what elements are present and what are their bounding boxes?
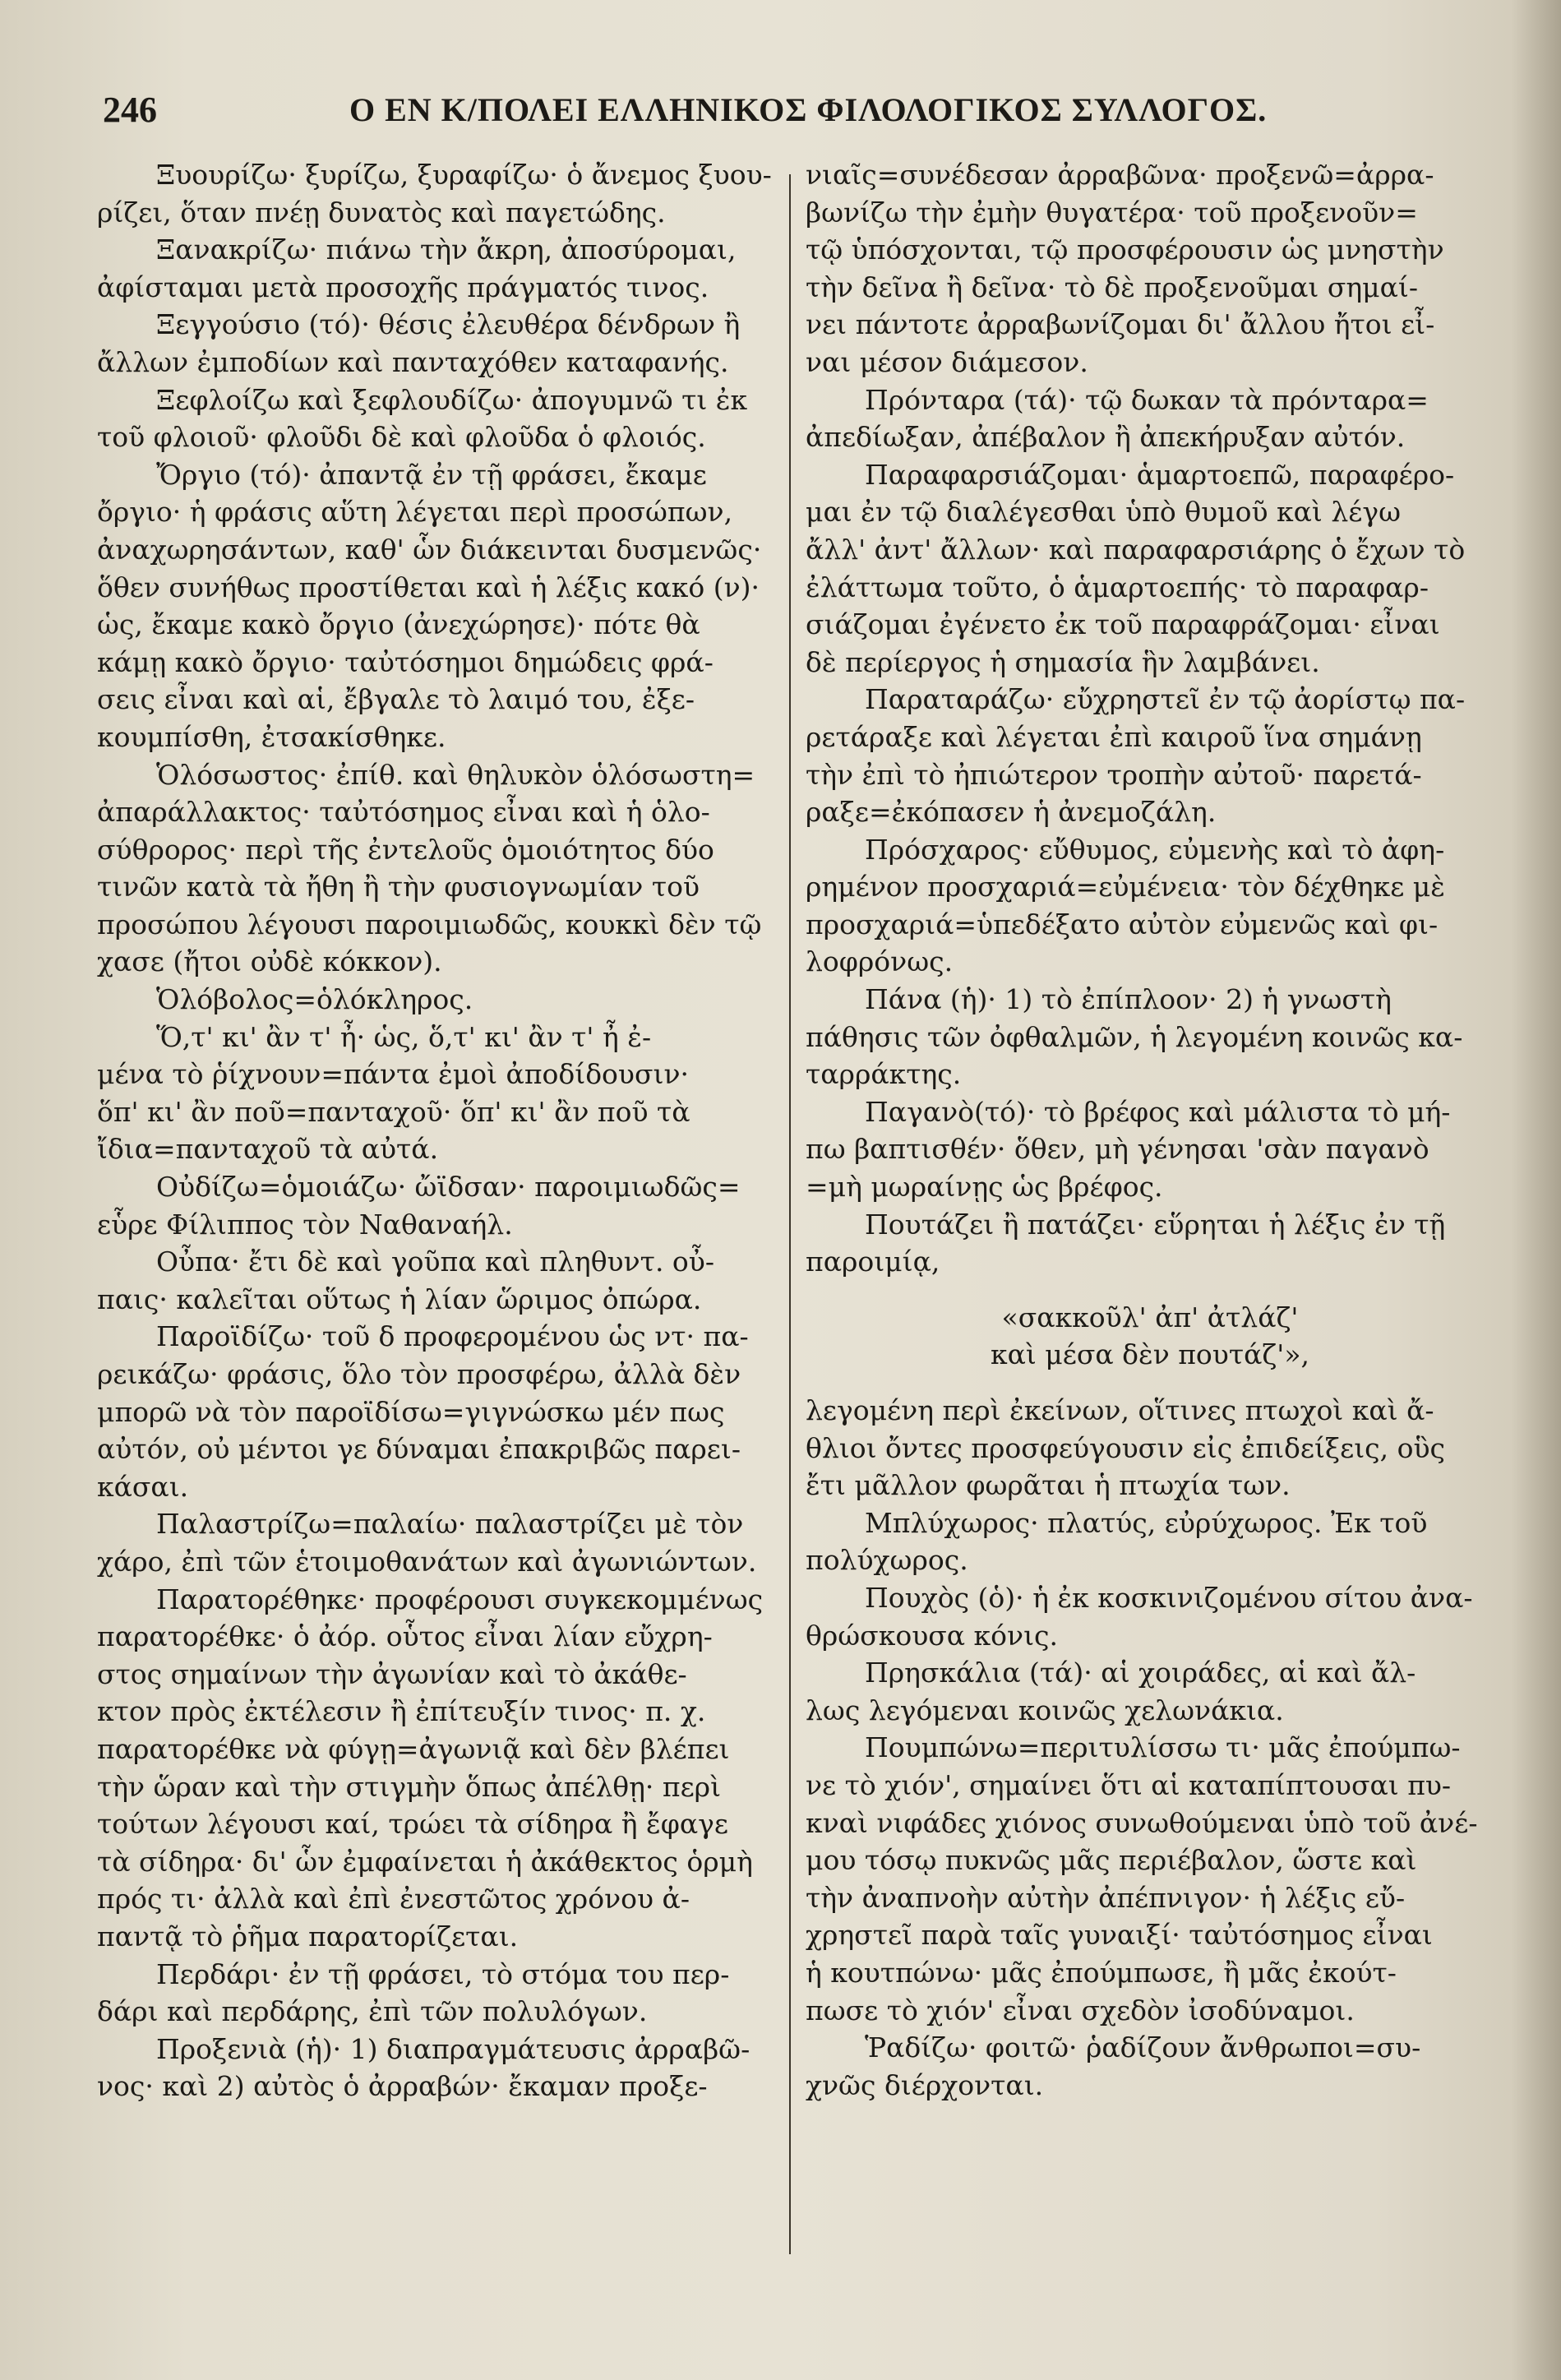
left-column — [97, 156, 792, 2105]
text-line: νιαῖς=συνέδεσαν ἀρραβῶνα· προξενῶ=ἀρρα- — [806, 159, 1434, 191]
text-line: παρατορέθκε· ὁ ἀόρ. οὗτος εἶναι λίαν εὔχρη- — [97, 1620, 713, 1653]
text-line: Ὄργιο (τό)· ἀπαντᾷ ἐν τῇ φράσει, ἔκαμε — [156, 458, 707, 491]
text-line: ἐλάττωμα τοῦτο, ὁ ἁμαρτοεπής· τὸ παραφαρ- — [806, 571, 1429, 603]
text-line: αὐτόν, οὐ μέντοι γε δύναμαι ἐπακριβῶς παρει- — [97, 1433, 741, 1466]
text-line: Πάνα (ἡ)· 1) τὸ ἐπίπλοον· 2) ἡ γνωστὴ — [865, 983, 1392, 1016]
line-spacer — [806, 1374, 1494, 1392]
text-line: κάσαι. — [97, 1470, 189, 1503]
text-line: ρίζει, ὅταν πνέῃ δυνατὸς καὶ παγετώδης. — [97, 196, 666, 229]
text-line: ἀναχωρησάντων, καθ' ὧν διάκεινται δυσμενῶς· — [97, 533, 762, 566]
text-line: σιάζομαι ἐγένετο ἐκ τοῦ παραφράζομαι· εἶναι — [806, 608, 1440, 641]
text-line: Ξανακρίζω· πιάνω τὴν ἄκρη, ἀποσύρομαι, — [156, 233, 737, 266]
text-line: πρός τι· ἀλλὰ καὶ ἐπὶ ἐνεστῶτος χρόνου ἀ- — [97, 1883, 690, 1916]
text-line: Παραφαρσιάζομαι· ἁμαρτοεπῶ, παραφέρο- — [865, 458, 1455, 491]
text-line: κναὶ νιφάδες χιόνος συνωθούμεναι ὑπὸ τοῦ ἀνέ- — [806, 1806, 1478, 1839]
text-line: Πουτάζει ἢ πατάζει· εὕρηται ἡ λέξις ἐν τῇ — [865, 1208, 1446, 1241]
text-line: Πρόσχαρος· εὔθυμος, εὐμενὴς καὶ τὸ ἀφη- — [865, 833, 1445, 866]
text-line: Ξεγγούσιο (τό)· θέσις ἐλευθέρα δένδρων ἢ — [156, 308, 741, 341]
text-line: ρετάραξε καὶ λέγεται ἐπὶ καιροῦ ἵνα σημάνῃ — [806, 720, 1422, 753]
text-line: μου τόσῳ πυκνῶς μᾶς περιέβαλον, ὥστε καὶ — [806, 1844, 1417, 1877]
text-line: εὗρε Φίλιππος τὸν Ναθαναήλ. — [97, 1208, 513, 1241]
text-line: Πρόνταρα (τά)· τῷ δωκαν τὰ πρόνταρα= — [865, 383, 1429, 416]
text-line: Παρατορέθηκε· προφέρουσι συγκεκομμένως — [156, 1583, 764, 1615]
text-line: ἀφίσταμαι μετὰ προσοχῆς πράγματός τινος. — [97, 270, 709, 303]
text-line: Οὖπα· ἔτι δὲ καὶ γοῦπα καὶ πληθυντ. οὖ- — [156, 1245, 714, 1278]
text-line: Πουχὸς (ὁ)· ἡ ἐκ κοσκινιζομένου σίτου ἀνα- — [865, 1581, 1473, 1614]
text-line: δὲ περίεργος ἡ σημασία ἣν λαμβάνει. — [806, 645, 1320, 678]
text-line: μπορῶ νὰ τὸν παροϊδίσω=γιγνώσκω μέν πως — [97, 1395, 725, 1428]
text-line: προσώπου λέγουσι παροιμιωδῶς, κουκκὶ δὲν τῷ — [97, 908, 762, 940]
text-line: νει πάντοτε ἀρραβωνίζομαι δι' ἄλλου ἤτοι εἶ- — [806, 308, 1435, 341]
text-line: κάμῃ κακὸ ὄργιο· ταὐτόσημοι δημώδεις φρά- — [97, 645, 714, 678]
proverb-line: καὶ μέσα δὲν πουτάζ'», — [990, 1338, 1310, 1371]
text-line: τοῦ φλοιοῦ· φλοῦδι δὲ καὶ φλοῦδα ὁ φλοιός. — [97, 421, 706, 454]
text-line: ἴδια=πανταχοῦ τὰ αὐτά. — [97, 1133, 439, 1166]
text-line: Οὐδίζω=ὁμοιάζω· ὤϊδσαν· παροιμιωδῶς= — [156, 1171, 741, 1204]
text-line: Μπλύχωρος· πλατύς, εὐρύχωρος. Ἐκ τοῦ — [865, 1506, 1428, 1539]
text-line: τῷ ὑπόσχονται, τῷ προσφέρουσιν ὡς μνηστὴν — [806, 233, 1444, 266]
line-spacer — [806, 1281, 1494, 1299]
text-line: κτον πρὸς ἐκτέλεσιν ἢ ἐπίτευξίν τινος· π. χ. — [97, 1695, 706, 1728]
text-line: ταρράκτης. — [806, 1058, 962, 1091]
text-line: παντᾷ τὸ ῥῆμα παρατορίζεται. — [97, 1920, 519, 1953]
text-line: θρώσκουσα κόνις. — [806, 1619, 1059, 1652]
text-line: τὴν ὥραν καὶ τὴν στιγμὴν ὅπως ἀπέλθῃ· περὶ — [97, 1770, 722, 1803]
text-line: θλιοι ὄντες προσφεύγουσιν εἰς ἐπιδείξεις, οὓς — [806, 1431, 1446, 1464]
column-divider — [789, 174, 791, 2254]
text-line: δάρι καὶ περδάρης, ἐπὶ τῶν πολυλόγων. — [97, 1995, 648, 2028]
text-line: πάθησις τῶν ὀφθαλμῶν, ἡ λεγομένη κοινῶς κα- — [806, 1020, 1463, 1053]
text-line: χνῶς διέρχονται. — [806, 2068, 1044, 2101]
text-line: ἀπαράλλακτος· ταὐτόσημος εἶναι καὶ ἡ ὁλο- — [97, 796, 710, 829]
text-line: Παγανὸ(τό)· τὸ βρέφος καὶ μάλιστα τὸ μή- — [865, 1095, 1451, 1128]
text-line: Περδάρι· ἐν τῇ φράσει, τὸ στόμα του περ- — [156, 1957, 730, 1990]
text-line: Παραταράζω· εὔχρηστεῖ ἐν τῷ ἀορίστῳ πα- — [865, 683, 1466, 716]
text-line: τὴν δεῖνα ἢ δεῖνα· τὸ δὲ προξενοῦμαι σημαί- — [806, 270, 1418, 303]
text-line: πωσε τὸ χιόν' εἶναι σχεδὸν ἰσοδύναμοι. — [806, 1994, 1355, 2026]
text-line: μαι ἐν τῷ διαλέγεσθαι ὑπὸ θυμοῦ καὶ λέγω — [806, 496, 1401, 529]
right-column — [806, 156, 1494, 2104]
text-line: ἡ κουτπώνω· μᾶς ἐπούμπωσε, ἢ μᾶς ἐκούτ- — [806, 1956, 1397, 1989]
text-line: ραξε=ἐκόπασεν ἡ ἀνεμοζάλη. — [806, 796, 1217, 829]
text-line: ἔτι μᾶλλον φωρᾶται ἡ πτωχία των. — [806, 1469, 1291, 1502]
text-line: Ῥαδίζω· φοιτῶ· ῥαδίζουν ἄνθρωποι=συ- — [865, 2031, 1421, 2064]
text-line: σύθρορος· περὶ τῆς ἐντελοῦς ὁμοιότητος δύο — [97, 833, 714, 866]
text-line: προσχαριά=ὑπεδέξατο αὐτὸν εὐμενῶς καὶ φι- — [806, 908, 1439, 940]
text-line: πολύχωρος. — [806, 1544, 968, 1577]
text-line: κουμπίσθη, ἐτσακίσθηκε. — [97, 720, 446, 753]
text-line: παρατορέθκε νὰ φύγῃ=ἀγωνιᾷ καὶ δὲν βλέπει — [97, 1732, 730, 1765]
text-line: βωνίζω τὴν ἐμὴν θυγατέρα· τοῦ προξενοῦν= — [806, 196, 1418, 229]
text-line: τὰ σίδηρα· δι' ὧν ἐμφαίνεται ἡ ἀκάθεκτος ὁρμὴ — [97, 1845, 753, 1878]
text-line: παροιμίᾳ, — [806, 1245, 940, 1278]
text-line: νε τὸ χιόν', σημαίνει ὅτι αἱ καταπίπτουσαι πυ- — [806, 1768, 1452, 1801]
text-line: Ὅ,τ' κι' ἂν τ' ἦ· ὡς, ὅ,τ' κι' ἂν τ' ἦ ἐ- — [156, 1020, 652, 1053]
text-line: μένα τὸ ῥίχνουν=πάντα ἐμοὶ ἀποδίδουσιν· — [97, 1058, 690, 1091]
text-line: ὄργιο· ἡ φράσις αὕτη λέγεται περὶ προσώπων, — [97, 496, 733, 529]
text-line: =μὴ μωραίνῃς ὡς βρέφος. — [806, 1171, 1163, 1204]
text-line: ὅπ' κι' ἂν ποῦ=πανταχοῦ· ὅπ' κι' ἂν ποῦ τὰ — [97, 1095, 690, 1128]
text-line: Παροϊδίζω· τοῦ δ προφερομένου ὡς ντ· πα- — [156, 1320, 749, 1353]
text-line: πω βαπτισθέν· ὅθεν, μὴ γένησαι 'σὰν παγανὸ — [806, 1133, 1429, 1166]
text-line: τινῶν κατὰ τὰ ἤθη ἢ τὴν φυσιογνωμίαν τοῦ — [97, 871, 700, 903]
text-line: χάρο, ἐπὶ τῶν ἑτοιμοθανάτων καὶ ἀγωνιώντων. — [97, 1545, 757, 1578]
text-line: Προξενιὰ (ἡ)· 1) διαπραγμάτευσις ἀρραβῶ- — [156, 2032, 750, 2065]
text-line: χρηστεῖ παρὰ ταῖς γυναιξί· ταὐτόσημος εἶναι — [806, 1919, 1433, 1952]
text-line: λως λεγόμεναι κοινῶς χελωνάκια. — [806, 1694, 1284, 1726]
page-header — [103, 89, 1459, 138]
text-line: Ξυουρίζω· ξυρίζω, ξυραφίζω· ὁ ἄνεμος ξυου- — [156, 159, 772, 191]
text-line: στος σημαίνων τὴν ἀγωνίαν καὶ τὸ ἀκάθε- — [97, 1657, 687, 1690]
text-line: ὡς, ἔκαμε κακὸ ὄργιο (ἀνεχώρησε)· πότε θὰ — [97, 608, 700, 641]
text-line: σεις εἶναι καὶ αἱ, ἔβγαλε τὸ λαιμό του, ἐξε- — [97, 683, 695, 716]
text-line: τούτων λέγουσι καί, τρώει τὰ σίδηρα ἢ ἔφαγε — [97, 1808, 728, 1841]
text-line: νος· καὶ 2) αὐτὸς ὁ ἀρραβών· ἔκαμαν προξε- — [97, 2070, 708, 2103]
text-line: λοφρόνως. — [806, 945, 954, 978]
running-head: Ο ΕΝ Κ/ΠΟΛΕΙ ΕΛΛΗΝΙΚΟΣ ΦΙΛΟΛΟΓΙΚΟΣ ΣΥΛΛΟΓΟΣ. — [349, 91, 1268, 128]
text-line: ἀπεδίωξαν, ἀπέβαλον ἢ ἀπεκήρυξαν αὐτόν. — [806, 421, 1406, 454]
text-line: Ξεφλοίζω καὶ ξεφλουδίζω· ἀπογυμνῶ τι ἐκ — [156, 383, 748, 416]
text-line: τὴν ἐπὶ τὸ ἠπιώτερον τροπὴν αὐτοῦ· παρετά- — [806, 758, 1422, 791]
text-line: ναι μέσον διάμεσον. — [806, 345, 1088, 378]
text-line: Ὁλόβολος=ὁλόκληρος. — [156, 983, 473, 1016]
text-line: ἄλλ' ἀντ' ἄλλων· καὶ παραφαρσιάρης ὁ ἔχων τὸ — [806, 533, 1466, 566]
text-line: ἄλλων ἐμποδίων καὶ πανταχόθεν καταφανής. — [97, 345, 729, 378]
text-line: χασε (ἤτοι οὐδὲ κόκκον). — [97, 945, 442, 978]
text-line: Πρησκάλια (τά)· αἱ χοιράδες, αἱ καὶ ἄλ- — [865, 1657, 1416, 1689]
page-number: 246 — [103, 90, 157, 130]
text-line: τὴν ἀναπνοὴν αὐτὴν ἀπέπνιγον· ἡ λέξις εὔ- — [806, 1881, 1406, 1914]
text-line: Παλαστρίζω=παλαίω· παλαστρίζει μὲ τὸν — [156, 1508, 744, 1541]
proverb-line: «σακκοῦλ' ἀπ' ἀτλάζ' — [1001, 1301, 1299, 1333]
text-line: Πουμπώνω=περιτυλίσσω τι· μᾶς ἐπούμπω- — [865, 1731, 1461, 1764]
text-line: λεγομένη περὶ ἐκείνων, οἵτινες πτωχοὶ καὶ ἄ- — [806, 1394, 1434, 1426]
text-line: ὅθεν συνήθως προστίθεται καὶ ἡ λέξις κακό (ν)· — [97, 571, 760, 603]
text-line: παις· καλεῖται οὕτως ἡ λίαν ὥριμος ὀπώρα. — [97, 1282, 702, 1315]
text-line: Ὁλόσωστος· ἐπίθ. καὶ θηλυκὸν ὁλόσωστη= — [156, 758, 755, 791]
text-line: ρημένον προσχαριά=εὐμένεια· τὸν δέχθηκε μὲ — [806, 871, 1445, 903]
text-line: ρεικάζω· φράσις, ὅλο τὸν προσφέρω, ἀλλὰ δὲν — [97, 1358, 741, 1390]
